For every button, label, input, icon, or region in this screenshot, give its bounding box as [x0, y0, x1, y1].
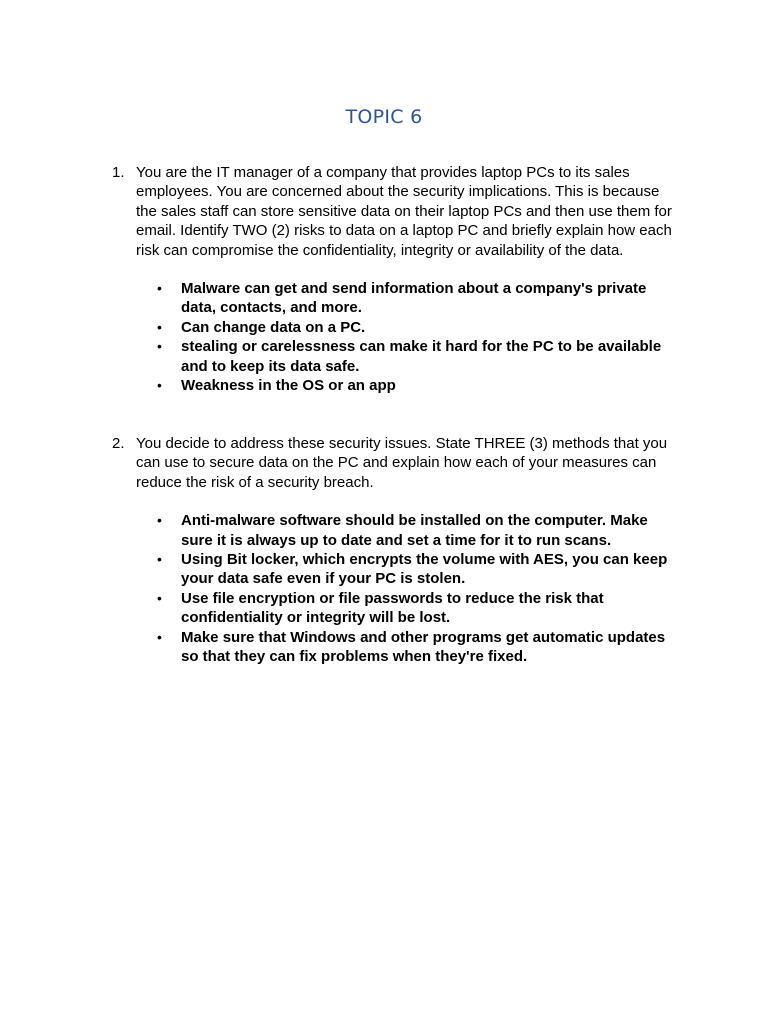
answer-item — [157, 376, 681, 395]
question-text: You are the IT manager of a company that provides laptop PCs to its sales employees. You are concerned about the security implications. This is because the sales staff can store sensitive data on their laptop PCs and then use them for email. Identify TWO (2) risks to data on a laptop PC and briefly explain how each risk can compromise the confidentiality, integrity or availability of the data. — [136, 164, 672, 259]
document-title: TOPIC 6 — [345, 106, 423, 128]
answer-item — [157, 589, 681, 628]
answer-text: Make sure that Windows and other programs get automatic updates so that they can fix problems when they're fixed. — [181, 628, 666, 666]
answer-item — [157, 628, 681, 667]
question-number: 1. — [112, 164, 125, 181]
bullet-icon: • — [157, 280, 162, 297]
answer-item — [157, 318, 681, 337]
answer-text: Can change data on a PC. — [181, 318, 366, 336]
answer-text: Malware can get and send information about a company's private data, contacts, and more. — [181, 280, 647, 317]
answer-list — [157, 279, 682, 395]
bullet-icon: • — [157, 589, 162, 606]
answer-item — [157, 279, 681, 318]
question-number: 2. — [112, 435, 125, 452]
question-text: You decide to address these security issues. State THREE (3) methods that you can use to secure data on the PC and explain how each of your measures can reduce the risk of a security breach. — [136, 435, 668, 491]
question-1 — [112, 163, 682, 395]
bullet-icon: • — [157, 318, 162, 335]
answer-text: Use file encryption or file passwords to reduce the risk that confidentiality or integrity will be lost. — [181, 589, 604, 627]
answer-text: Weakness in the OS or an app — [181, 377, 396, 395]
bullet-icon: • — [157, 551, 162, 568]
answer-list — [157, 511, 682, 666]
bullet-icon: • — [157, 512, 162, 529]
answer-text: Using Bit locker, which encrypts the volume with AES, you can keep your data safe even if your PC is stolen. — [181, 551, 668, 588]
bullet-icon: • — [157, 628, 162, 645]
bullet-icon: • — [157, 338, 162, 355]
answer-item — [157, 337, 681, 376]
question-2 — [112, 434, 682, 666]
bullet-icon: • — [157, 377, 162, 394]
answer-item — [157, 550, 681, 589]
answer-text: Anti-malware software should be installed on the computer. Make sure it is always up to date and set a time for it to run scans. — [181, 512, 648, 549]
answer-text: stealing or carelessness can make it hard for the PC to be available and to keep its data safe. — [181, 338, 662, 375]
answer-item — [157, 511, 681, 550]
